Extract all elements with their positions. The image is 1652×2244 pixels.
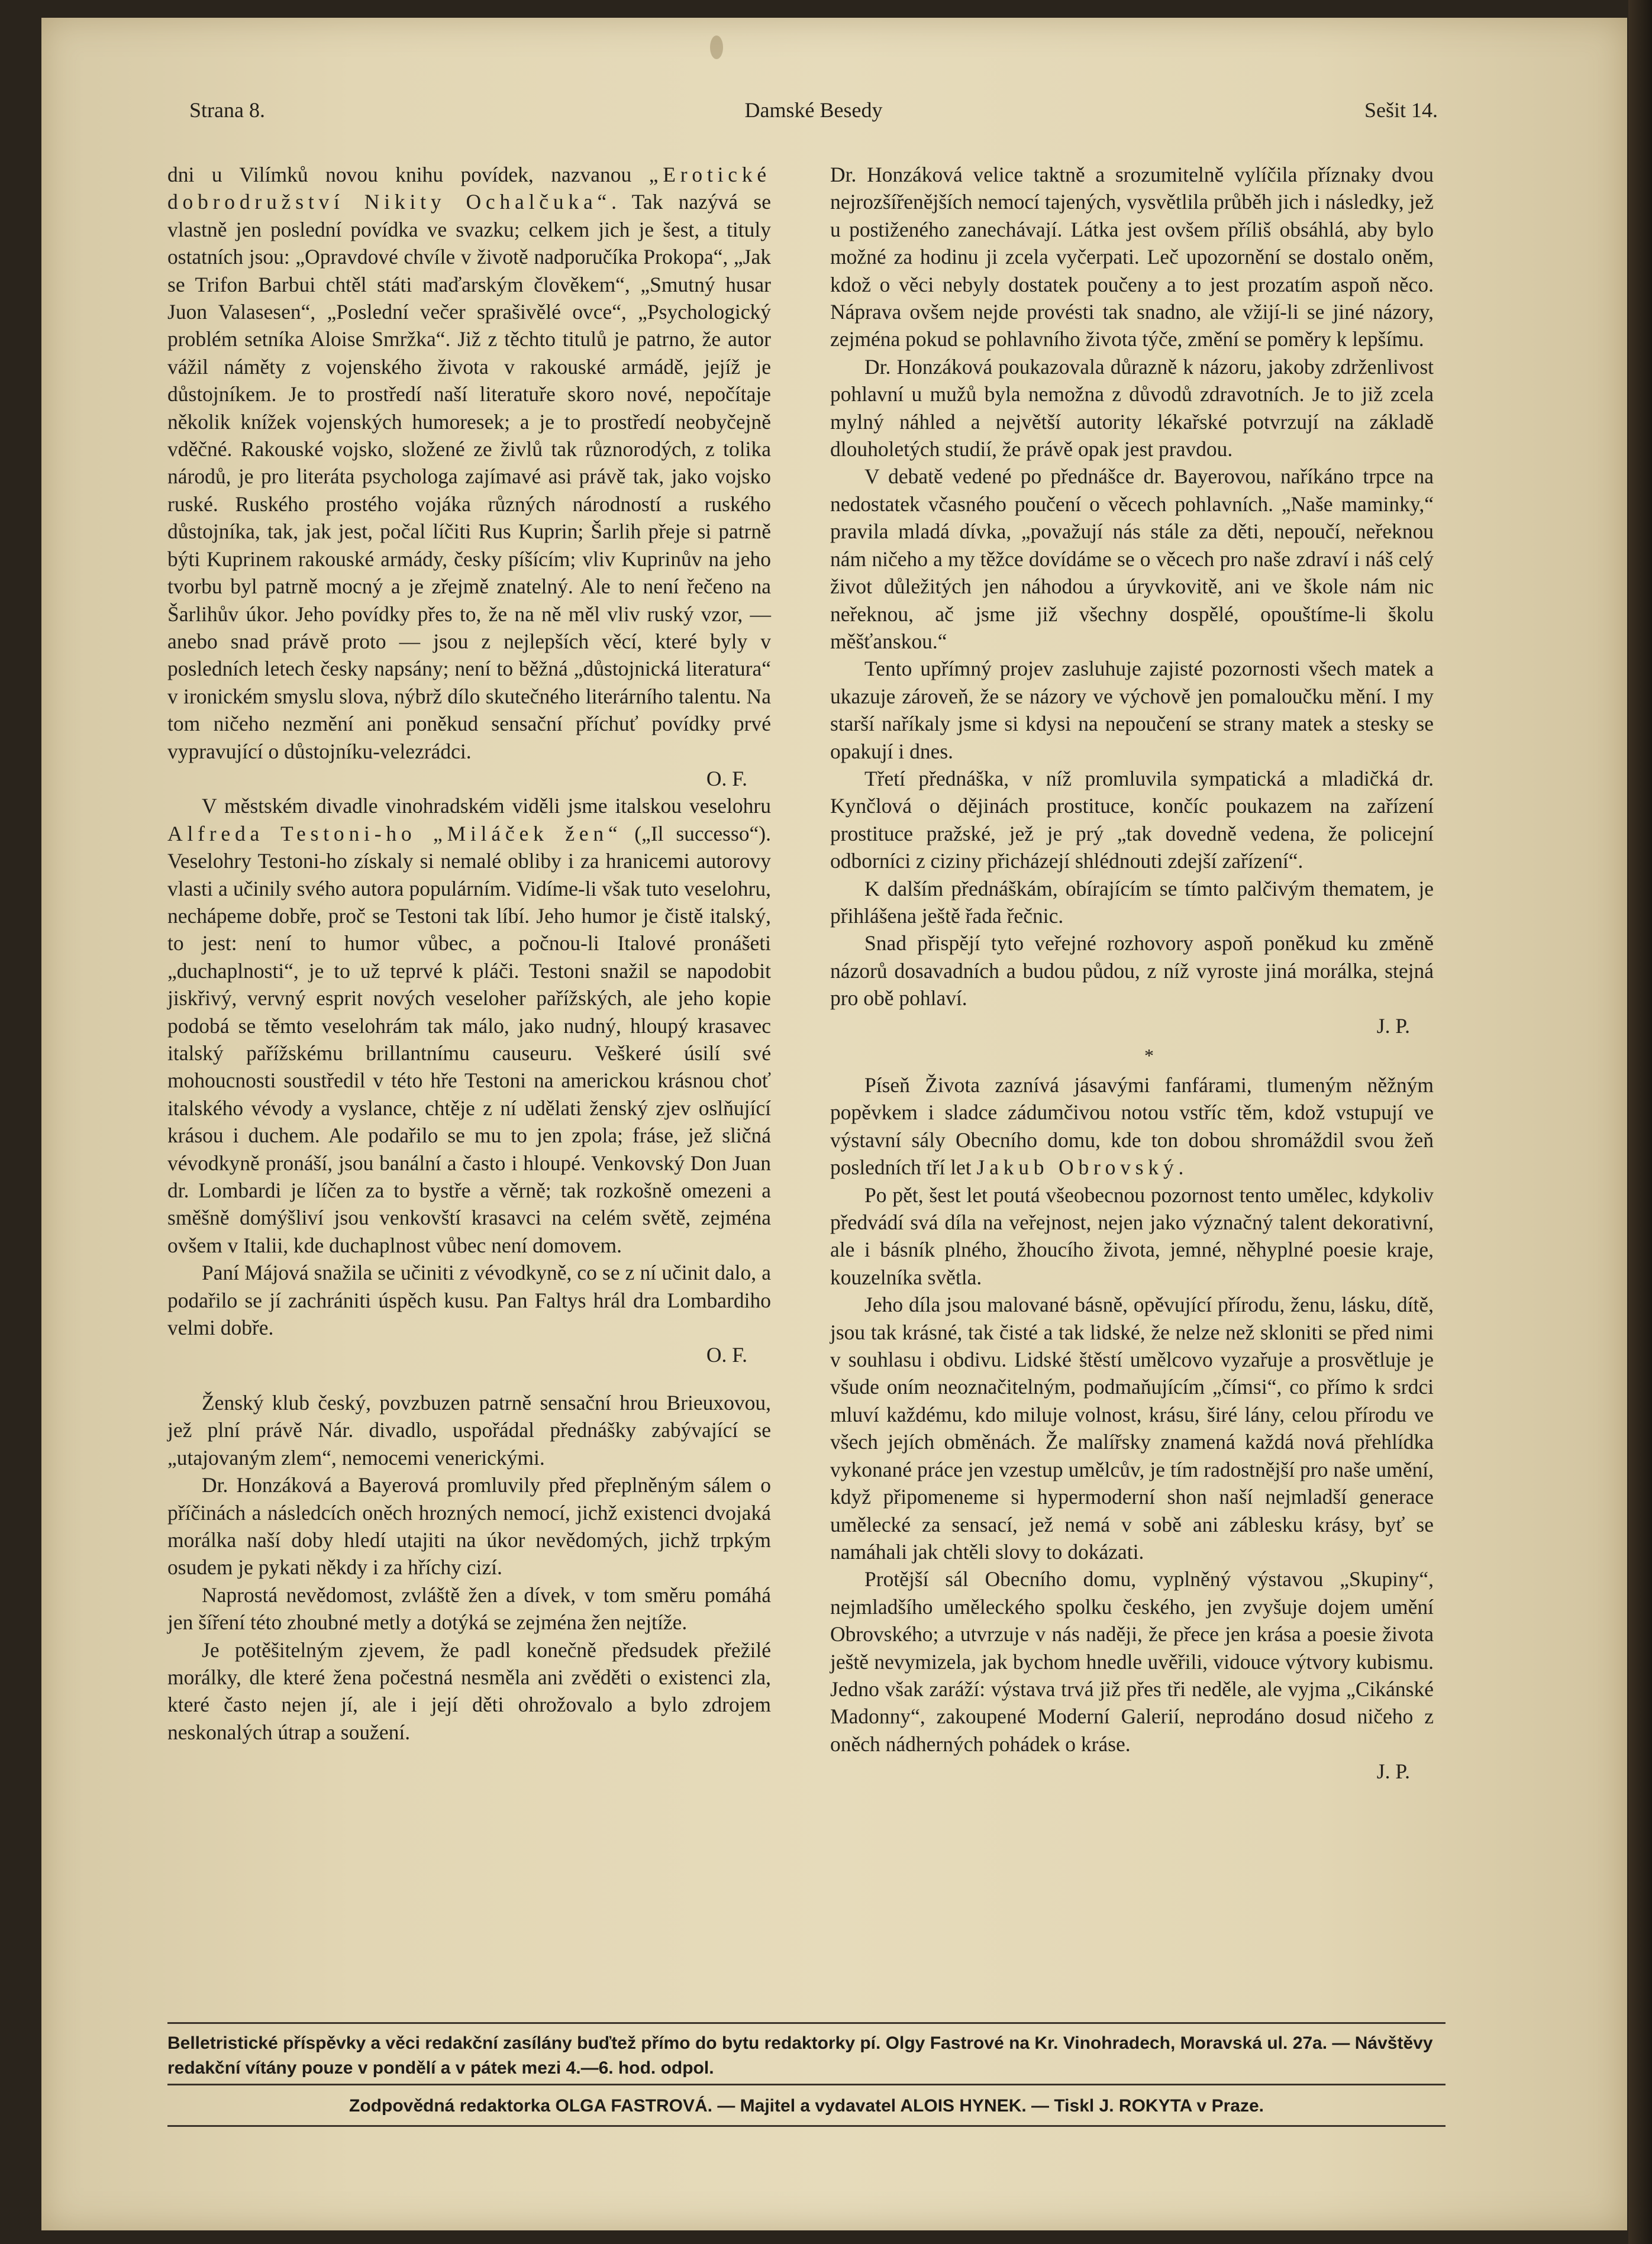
page-number: Strana 8. — [189, 98, 265, 122]
paragraph: Naprostá nevědomost, zvláště žen a dívek, v tom směru pomáhá jen šíření této zhoubné metly a dotýká se zejména žen nejtíže. — [167, 1583, 771, 1635]
paragraph: Ženský klub český, povzbuzen patrně sensační hrou Brieuxovou, jež plní právě Nár. divadlo, uspořádal přednášky zabývající se „utajovaným zlem“, nemocemi venerickými. — [167, 1390, 771, 1470]
paragraph: Po pět, šest let poutá všeobecnou pozornost tento umělec, kdykoliv předvádí svá díla na veřejnost, nejen jako význačný talent dekorativní, ale i básník plného, žhoucího života, jemné, něhyplné poesie kraje, kouzelníka světla. — [830, 1183, 1434, 1289]
paragraph: V městském divadle vinohradském viděli jsme italskou veselohru Alfreda Testoni-ho „Miláček žen“ („Il successo“). Veselohry Testoni-ho získaly si nemalé obliby i za hranicemi autorovy vlasti a učinily svého autora populárním. Vidíme-li však tuto veselohru, nechápeme dobře, proč se Testoni tak líbí. Jeho humor je čistě italský, to jest: není to humor vůbec, a počnou-li Italové pronášeti „duchaplnosti“, je to už teprvé k pláči. Testoni snažil se napodobit jiskřivý, vervný esprit nových veseloher pařížských, ale jeho kopie podobá se těmto veselohrám tak málo, jako nudný, hloupý krasavec italský pařížskému brillantnímu causeuru. Veškeré úsilí své mohoucnosti soustředil v této hře Testoni na americkou krásnou choť italského vévody a vyslance, chtěje z ní udělati ženský zjev oslňující krásou i duchem. Ale podařilo se mu to jen zpola; fráse, jež sličná vévodkyně pronáší, jsou banální a často i hloupé. Venkovský Don Juan dr. Lombardi je líčen za to bystře a věrně; tak rozkošně omezeni a směšně domýšliví jsou venkovští krasavci na celém světě, zejména ovšem v Italii, kde duchaplnost vůbec není domovem. — [167, 794, 771, 1257]
paragraph: Paní Májová snažila se učiniti z vévodkyně, co se z ní učinit dalo, a podařilo se jí zachrániti úspěch kusu. Pan Faltys hrál dra Lombardiho velmi dobře. — [167, 1261, 771, 1340]
editorial-notice: Belletristické příspěvky a věci redakční zasílány buďtež přímo do bytu redaktorky pí. Olgy Fastrové na Kr. Vinohradech, Moravská ul. 27a. — Návštěvy redakční vítány pouze v pondělí a v pátek mezi 4.—6. hod. odpol. — [167, 2033, 1433, 2078]
paragraph: Dr. Honzáková poukazovala důrazně k názoru, jakoby zdrženlivost pohlavní u mužů byla nemožna z důvodů zdravotních. Je to již zcela mylný náhled a největší autority lékařské potvrzují na základě dlouholetých studií, že právě opak jest pravdou. — [830, 354, 1434, 461]
magazine-title: Damské Besedy — [744, 98, 883, 122]
paragraph: Dr. Honzáková a Bayerová promluvily před přeplněným sálem o příčinách a následcích oněch hrozných nemocí, jichž existenci dvojaká morálka naší doby hledí utajiti na úkor nevědomých, jichž trpkým osudem je pykati někdy i za hříchy cizí. — [167, 1473, 771, 1580]
signature: J. P. — [1376, 1013, 1410, 1038]
paragraph: Je potěšitelným zjevem, že padl konečně předsudek přežilé morálky, dle které žena počestná nesměla ani zvěděti o existenci zla, které často nejen jí, ale i její děti ohrožovalo a bylo zdrojem neskonalých útrap a soužení. — [167, 1638, 771, 1744]
signature: J. P. — [1376, 1759, 1410, 1784]
spacer — [167, 1369, 771, 1389]
paragraph: dni u Vilímků novou knihu povídek, nazvanou „Erotické dobrodružství Nikity Ochalčuka“. Tak nazývá se vlastně jen poslední povídka ve svazku; celkem jich je šest, a tituly ostatních jsou: „Opravdové chvíle v životě nadporučíka Prokopa“, „Jak se Trifon Barbui chtěl státi maďarským člověkem“, „Smutný husar Juon Valasesen“, „Poslední večer sprašivělé ovce“, „Psychologický problém setníka Aloise Smržka“. Již z těchto titulů je patrno, že autor vážil náměty z vojenského života v rakouské armádě, jejíž je důstojníkem. Je to prostředí naší literatuře skoro nové, nepočítaje několik knížek vojenských humoresek; a je to prostředí neobyčejně vděčné. Rakouské vojsko, složené ze živlů tak různorodých, z tolika národů, je pro literáta psychologa zajímavé asi právě tak, jako vojsko ruské. Ruského prostého vojáka různých národností a ruského důstojníka, tak, jak jest, počal líčiti Rus Kuprin; Šarlih přeje si patrně býti Kuprinem rakouské armády, česky píšícím; vliv Kuprinův na jeho tvorbu byl patrně mocný a je zřejmě znatelný. Ale to není řečeno na Šarlihův úkor. Jeho povídky přes to, že na ně měl vliv ruský vzor, — anebo snad právě proto — jsou z nejlepších věcí, které byly v posledních letech česky napsány; není to běžná „důstojnická literatura“ v ironickém smyslu slova, nýbrž dílo skutečného literárního talentu. Na tom ničeho nezmění ani poněkud sensační příchuť povídky prvé vypravující o důstojníku-velezrádci. — [167, 163, 771, 763]
paragraph: Dr. Honzáková velice taktně a srozumitelně vylíčila příznaky dvou nejrozšířenějších nemocí tajených, vysvětlila průběh jich i následky, jež u postiženého zanechávají. Látka jest ovšem příliš obsáhlá, aby bylo možné za hodinu ji zcela vyčerpati. Leč upozornění se dostalo oněm, kdož o věci nebyly dostatek poučeny a to jest prozatím aspoň něco. Náprava ovšem nejde provésti tak snadno, ale vžijí-li se jiné názory, zejména pokud se pohlavního života týče, změní se poměry k lepšímu. — [830, 163, 1434, 351]
signature: O. F. — [706, 766, 747, 790]
paragraph: Protější sál Obecního domu, vyplněný výstavou „Skupiny“, nejmladšího uměleckého spolku českého, jen zvyšuje dojem umění Obrovského; a utvrzuje v nás naději, že přece jen krása a poesie života ještě nevymizela, jak bychom hnedle uvěřili, vidouce výtvory kubismu. Jedno však zaráží: výstava trvá již přes tři neděle, ale vyjma „Cikánské Madonny“, zakoupené Moderní Galerií, neprodáno dosud ničeho z oněch nádherných pohádek o kráse. — [830, 1567, 1434, 1756]
footer-rule-bottom — [167, 2125, 1446, 2127]
paragraph: Snad přispějí tyto veřejné rozhovory aspoň poněkud ku změně názorů dosavadních a budou půdou, z níž vyroste jiná morálka, stejná pro obě pohlaví. — [830, 931, 1434, 1010]
page-edge — [1628, 0, 1652, 2244]
artist-name: Jakub Obrovský — [976, 1155, 1179, 1180]
paragraph: Třetí přednáška, v níž promluvila sympatická a mladičká dr. Kynčlová o dějinách prostituce, končíc poukazem na zařízení prostituce pražské, jež je prý „tak dovedně vedena, že policejní odborníci z ciziny přicházejí shlédnouti zdejší zařízení“. — [830, 766, 1434, 873]
imprint: Zodpovědná redaktorka OLGA FASTROVÁ. — Majitel a vydavatel ALOIS HYNEK. — Tiskl J. ROKYTA v Praze. — [349, 2096, 1264, 2116]
right-column — [830, 161, 1434, 1785]
paragraph: Píseň Života zaznívá jásavými fanfárami, tlumeným něžným popěvkem i sladce zádumčivou notou vstříc těm, kdož vstupují ve výstavní sály Obecního domu, kde ton dobou shromáždil svou žeň posledních tří let Jakub Obrovský. — [830, 1073, 1434, 1180]
book-title: „Erotické dobrodružství Nikity Ochalčuka“ — [167, 163, 771, 214]
section-divider-star: * — [1144, 1045, 1154, 1066]
paragraph: V debatě vedené po přednášce dr. Bayerovou, naříkáno trpce na nedostatek včasného poučení o věcech pohlavních. „Naše maminky,“ pravila mladá dívka, „považují nás stále za děti, nepoučí, neřeknou nám ničeho a my těžce dovídáme se o věcech pro naše zdraví i náš celý život důležitých jen náhodou a úryvkovitě, ani ve škole nám nic neřeknou, ač jsme již všechny dospělé, opouštíme-li školu měšťanskou.“ — [830, 464, 1434, 653]
paragraph: Jeho díla jsou malované básně, opěvující přírodu, ženu, lásku, dítě, jsou tak krásné, tak čisté a tak lidské, že nelze než skloniti se před nimi v souhlasu i obdivu. Lidské štěstí umělcovo vyzařuje a prosvětluje je všude oním neoznačitelným, podmaňujícím „čímsi“, co přímo k srdci mluví každému, kdo miluje volnost, krásu, širé lány, celou přírodu ve všech jejích obměnách. Že malířsky znamená každá nová přehlídka vykonané práce jen vzestup umělcův, je tím radostnější pro naše umění, když připomeneme si hypermoderní shon naší nejmladší generace umělecké za sensací, jež nemá v sobě ani záblesku krásy, byť se namáhali jak chtěli slovy to dokázati. — [830, 1293, 1434, 1564]
ink-stain — [710, 35, 723, 59]
paragraph: Tento upřímný projev zasluhuje zajisté pozornosti všech matek a ukazuje zároveň, že se názory ve výchově jen pomaloučku mění. I my starší naříkaly jsme si kdysi na nepoučení se strany matek a stesky se opakují i dnes. — [830, 657, 1434, 763]
left-column — [167, 161, 771, 1746]
footer-rule-top — [167, 2022, 1446, 2024]
play-title: Alfreda Testoni-ho „Miláček žen“ — [167, 821, 622, 845]
issue-number: Sešit 14. — [1364, 98, 1438, 122]
signature: O. F. — [706, 1343, 747, 1367]
running-header — [189, 98, 1438, 127]
paragraph: K dalším přednáškám, obírajícím se tímto palčivým thematem, je přihlášena ještě řada řečnic. — [830, 876, 1434, 928]
footer-rule-middle — [167, 2084, 1446, 2085]
